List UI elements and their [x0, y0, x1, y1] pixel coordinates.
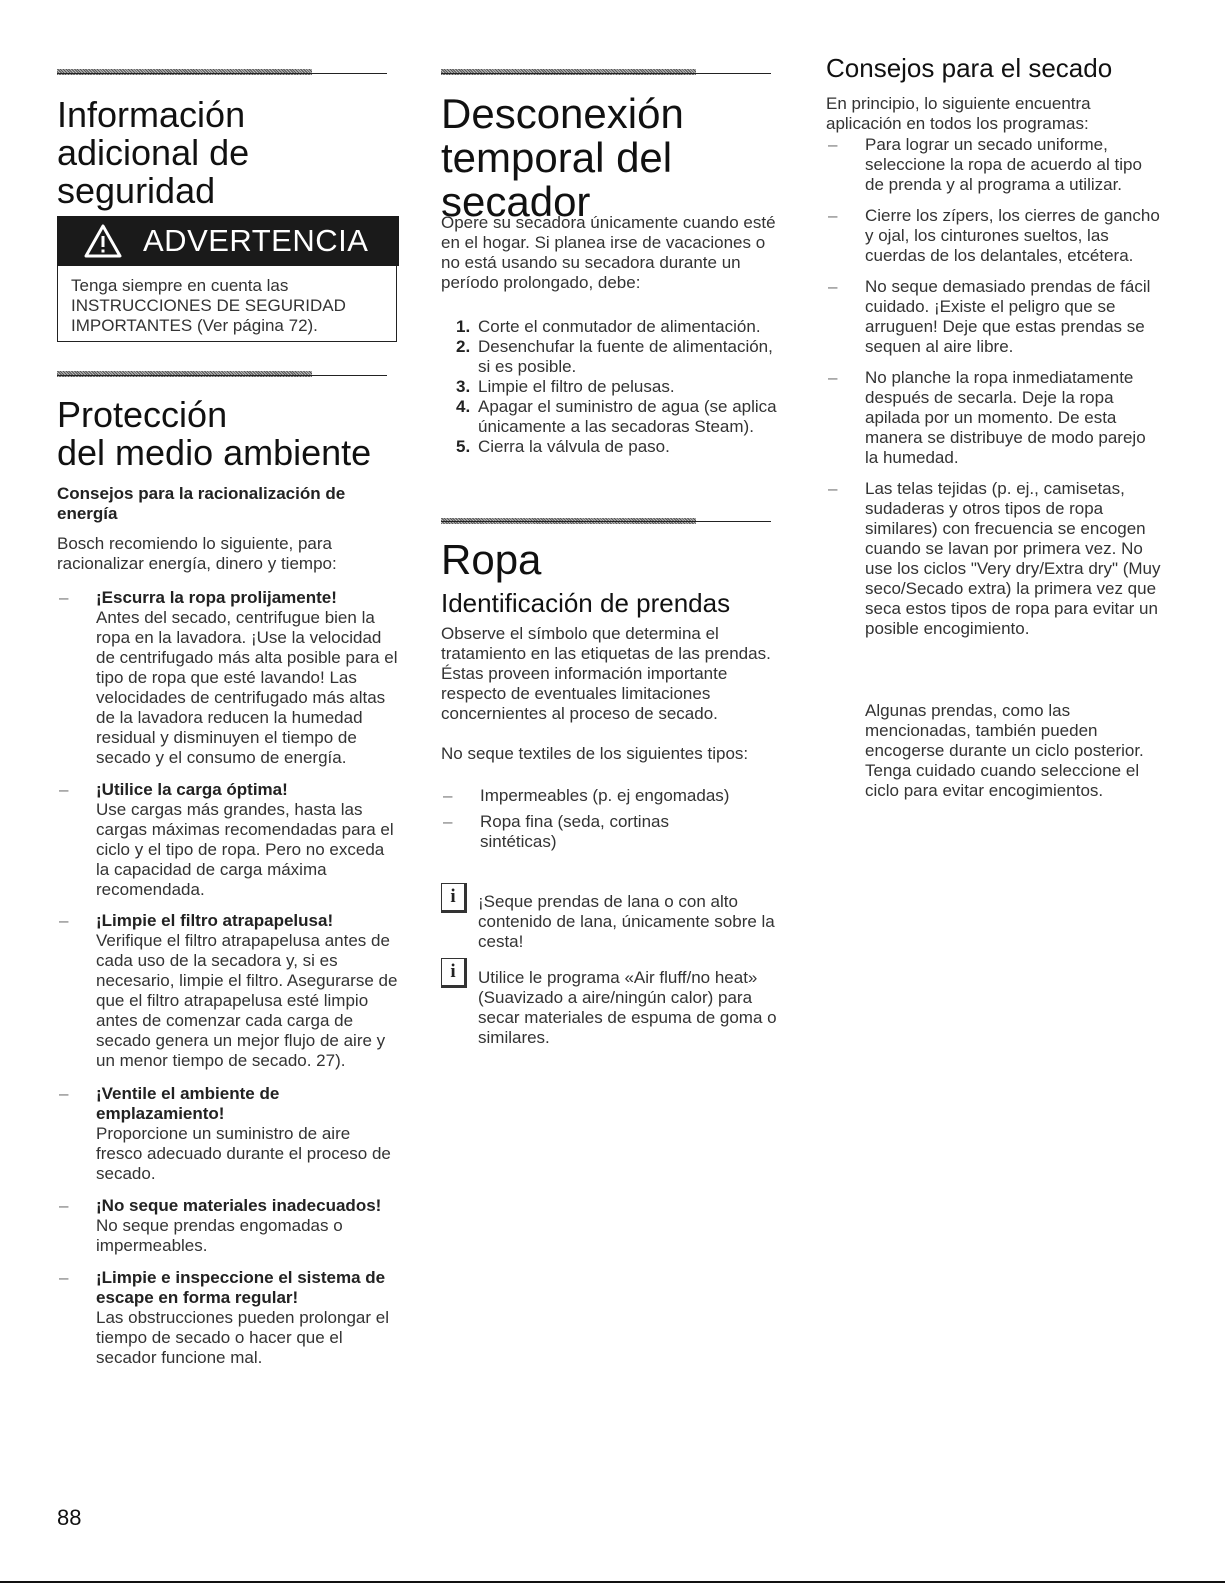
- ropa-paragraph: Observe el símbolo que determina el tratamiento en las etiquetas de las prendas. Éstas proveen información importante respecto de eventuales limitaciones concernientes al proceso de secado.: [441, 624, 771, 723]
- info-icon: i: [441, 883, 467, 913]
- list-item: [826, 368, 1161, 468]
- step-text: Cierra la válvula de paso.: [478, 437, 670, 456]
- drying-tips-title: Consejos para el secado: [826, 53, 1113, 83]
- warning-box: [57, 266, 397, 342]
- bottom-rule: [0, 1581, 1225, 1583]
- step-number: 5.: [456, 437, 471, 456]
- environment-title: [57, 396, 399, 472]
- tip-text: No seque demasiado prendas de fácil cuidado. ¡Existe el peligro que se arruguen! Deje que estas prendas se sequen al aire libre.: [865, 277, 1151, 356]
- info-note-foam: Utilice le programa «Air fluff/no heat» (Suavizado a aire/ningún calor) para secar materiales de espuma de goma o similares.: [478, 968, 777, 1047]
- tip-text: Verifique el filtro atrapapelusa antes de cada uso de la secadora y, si es necesario, limpie el filtro. Asegurarse de que el filtro atrapapelusa esté limpio antes de comenzar cada carga de secado genera un mejor flujo de aire y un menor tiempo de secado. 27).: [96, 931, 398, 1070]
- disconnect-title: Desconexión temporal del secador: [441, 90, 684, 225]
- step-number: 3.: [456, 377, 471, 396]
- ropa-title: Ropa: [441, 536, 542, 583]
- step-number: 2.: [456, 337, 471, 356]
- step-text: Limpie el filtro de pelusas.: [478, 377, 675, 396]
- list-item: [57, 1084, 399, 1184]
- ropa-subtitle: Identificación de prendas: [441, 588, 731, 618]
- tip-text: Cierre los zípers, los cierres de gancho y ojal, los cinturones sueltos, las cuerdas de los delantales, etcétera.: [865, 206, 1160, 265]
- environment-title-line2: del medio ambiente: [57, 432, 372, 473]
- energy-tips-list: [57, 588, 399, 1368]
- list-item: [57, 911, 399, 1071]
- list-item: [441, 337, 781, 377]
- energy-subtitle: Consejos para la racionalización de energía: [57, 484, 346, 523]
- list-item: [441, 786, 741, 806]
- tip-text: Las obstrucciones pueden prolongar el tiempo de secado o hacer que el secador funcione mal.: [96, 1308, 389, 1367]
- warning-label: ADVERTENCIA: [143, 223, 369, 258]
- step-number: 1.: [456, 317, 471, 336]
- disconnect-intro: Opere su secadora únicamente cuando esté en el hogar. Si planea irse de vacaciones o no está usando su secadora durante un período prolongado, debe:: [441, 213, 776, 292]
- tip-text: No seque prendas engomadas o impermeables.: [96, 1216, 343, 1255]
- tip-head: ¡No seque materiales inadecuados!: [96, 1196, 382, 1215]
- tip-text: Antes del secado, centrifugue bien la ropa en la lavadora. ¡Use la velocidad de centrifugado más alta posible para el tipo de ropa que esté lavando! Las velocidades de centrifugado más altas de la lavadora reducen la humedad residual y disminuyen el tiempo de secado y el consumo de energía.: [96, 608, 398, 767]
- tip-text: Para lograr un secado uniforme, seleccione la ropa de acuerdo al tipo de prenda y al programa a utilizar.: [865, 135, 1142, 194]
- textile-types-list: [441, 786, 741, 852]
- section-hatch: [57, 371, 312, 377]
- warning-text: Tenga siempre en cuenta las INSTRUCCIONES DE SEGURIDAD IMPORTANTES (Ver página 72).: [71, 276, 346, 335]
- warning-triangle-icon: [83, 223, 123, 259]
- ropa-paragraph-types: No seque textiles de los siguientes tipos:: [441, 744, 749, 763]
- energy-intro: Bosch recomiendo lo siguiente, para racionalizar energía, dinero y tiempo:: [57, 534, 337, 573]
- tip-text: Use cargas más grandes, hasta las cargas máximas recomendadas para el ciclo y el tipo de ropa. Pero no exceda la capacidad de carga máxima recomendada.: [96, 800, 394, 899]
- section-rule: [57, 73, 387, 74]
- section-rule: [57, 375, 387, 376]
- type-text: Impermeables (p. ej engomadas): [480, 786, 730, 805]
- safety-title: Información adicional de seguridad: [57, 94, 250, 211]
- type-text: Ropa fina (seda, cortinas sintéticas): [480, 812, 669, 851]
- step-number: 4.: [456, 397, 471, 416]
- list-item: [441, 317, 781, 337]
- section-rule: [441, 73, 771, 74]
- page-number: 88: [57, 1505, 82, 1530]
- tip-head: ¡Utilice la carga óptima!: [96, 780, 288, 799]
- section-hatch: [57, 69, 312, 75]
- list-item: [441, 377, 781, 397]
- tip-head: ¡Escurra la ropa prolijamente!: [96, 588, 337, 607]
- info-icon: i: [441, 958, 467, 988]
- section-hatch: [441, 69, 696, 75]
- step-text: Apagar el suministro de agua (se aplica únicamente a las secadoras Steam).: [478, 397, 777, 436]
- list-item: [826, 135, 1161, 195]
- list-item: [57, 588, 399, 768]
- tip-head: ¡Limpie el filtro atrapapelusa!: [96, 911, 334, 930]
- list-item: [826, 479, 1161, 639]
- tip-text: No planche la ropa inmediatamente después de secarla. Deje la ropa apilada por un momento. De esta manera se distribuye de modo parejo la humedad.: [865, 368, 1146, 467]
- list-item: [57, 1268, 399, 1368]
- list-item: [441, 437, 781, 457]
- drying-tips-list: [826, 135, 1161, 639]
- list-item: [441, 397, 781, 437]
- drying-tips-intro: En principio, lo siguiente encuentra aplicación en todos los programas:: [826, 94, 1091, 133]
- tip-text: Las telas tejidas (p. ej., camisetas, sudaderas y otros tipos de ropa similares) con frecuencia se encogen cuando se lavan por primera vez. No use los ciclos "Very dry/Extra dry" (Muy seco/Secado extra) la primera vez que seca estos tipos de ropa para evitar un posible encogimiento.: [865, 479, 1161, 638]
- environment-title-line1: Protección: [57, 394, 228, 435]
- disconnect-steps: [441, 317, 781, 457]
- info-note-wool: ¡Seque prendas de lana o con alto contenido de lana, únicamente sobre la cesta!: [478, 892, 775, 951]
- step-text: Corte el conmutador de alimentación.: [478, 317, 761, 336]
- list-item: [441, 812, 741, 852]
- tip-text: Proporcione un suministro de aire fresco adecuado durante el proceso de secado.: [96, 1124, 391, 1183]
- section-rule: [441, 521, 771, 522]
- list-item: [826, 277, 1161, 357]
- tip-head: ¡Ventile el ambiente de emplazamiento!: [96, 1084, 280, 1123]
- shrink-note: Algunas prendas, como las mencionadas, también pueden encogerse durante un ciclo posterior. Tenga cuidado cuando seleccione el ciclo para evitar encogimientos.: [865, 701, 1144, 800]
- step-text: Desenchufar la fuente de alimentación, si es posible.: [478, 337, 773, 376]
- warning-banner: [57, 216, 399, 266]
- list-item: [826, 206, 1161, 266]
- list-item: [57, 1196, 399, 1256]
- tip-head: ¡Limpie e inspeccione el sistema de escape en forma regular!: [96, 1268, 386, 1307]
- list-item: [57, 780, 399, 900]
